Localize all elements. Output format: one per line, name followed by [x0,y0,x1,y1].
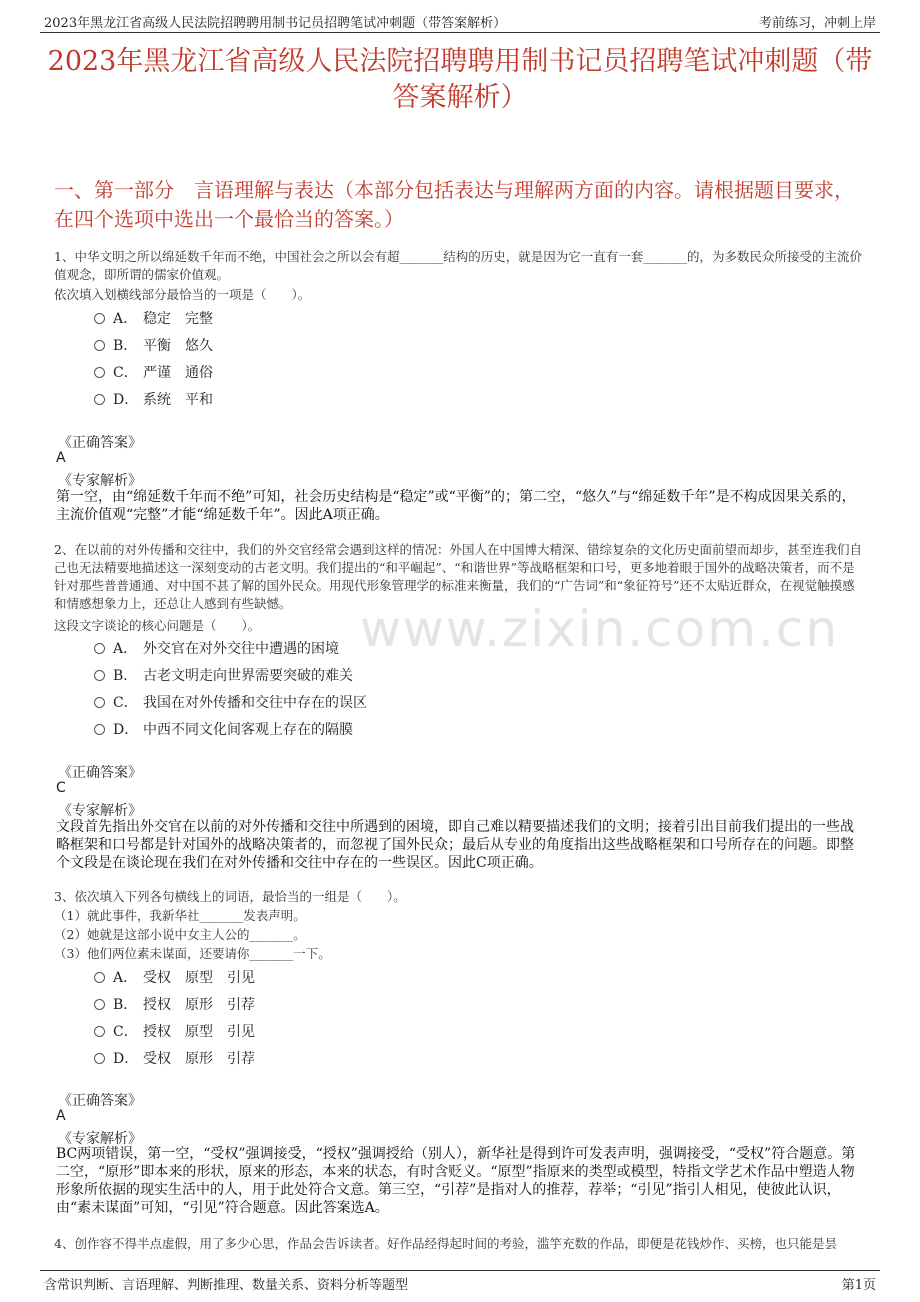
radio-icon[interactable] [94,697,105,708]
page-number: 第1页 [841,1278,876,1293]
question-3-option-b[interactable]: B． 授权 原形 引荐 [94,994,255,1014]
question-2-option-b[interactable]: B． 古老文明走向世界需要突破的难关 [94,665,353,685]
radio-icon[interactable] [94,394,105,405]
answer-label: 《正确答案》 [58,765,142,781]
radio-icon[interactable] [94,972,105,983]
radio-icon[interactable] [94,367,105,378]
question-1-option-b[interactable]: B． 平衡 悠久 [94,335,213,355]
page-title: 2023年黑龙江省高级人民法院招聘聘用制书记员招聘笔试冲刺题（带答案解析） [47,46,873,113]
question-1-answer: A [56,450,66,466]
question-3-option-c[interactable]: C． 授权 原型 引见 [94,1021,255,1041]
question-1-option-d[interactable]: D． 系统 平和 [94,389,213,409]
question-2-option-a[interactable]: A． 外交官在对外交往中遭遇的困境 [94,638,339,658]
question-4-stem: 4、创作容不得半点虚假，用了多少心思，作品会告诉读者。好作品经得起时间的考验，滥竽充数的作品，即便是花钱炒作、买榜，也只能是昙 [54,1236,837,1251]
question-1-analysis: 第一空，由“绵延数千年而不绝”可知，社会历史结构是“稳定”或“平衡”的；第二空，“悠久”与“绵延数千年”是不构成因果关系的，主流价值观“完整”才能“绵延数千年”。因此A项正确。 [56,489,856,523]
page-header [40,10,880,33]
question-1-prompt: 依次填入划横线部分最恰当的一项是（ ）。 [54,287,311,302]
question-3-analysis: BC两项错误，第一空，“受权”强调接受，“授权”强调授给（别人），新华社是得到许可发表声明，强调接受，“受权”符合题意。第二空，“原形”即本来的形状，原来的形态，本来的状态，有时含贬义。“原型”指原来的类型或模型，特指文学艺术作品中塑造人物形象所依据的现实生活中的人，用于此处符合文意。第三空，“引荐”是指对人的推荐，荐举；“引见”指引人相见，使彼此认识，由“素未谋面”可知，“引见”符合题意。因此答案选A。 [56,1146,856,1216]
question-2-stem: 2、在以前的对外传播和交往中，我们的外交官经常会遇到这样的情况：外国人在中国博大精深、错综复杂的文化历史面前望而却步，甚至连我们自己也无法精要地描述这一深刻变动的古老文明。我们提出的“和平崛起”、“和谐世界”等战略框架和口号，更多地着眼于国外的战略决策者，而不是针对那些普普通通、对中国不甚了解的国外民众。用现代形象管理学的标准来衡量，我们的“广告词”和“象征符号”还不太贴近群众，在视觉触摸感和情感想象力上，还总让人感到有些缺憾。 [54,542,862,611]
analysis-label: 《专家解析》 [58,473,142,489]
question-2-prompt: 这段文字谈论的核心问题是（ ）。 [54,618,261,633]
question-1-stem: 1、中华文明之所以绵延数千年而不绝，中国社会之所以会有超_______结构的历史，就是因为它一直有一套_______的，为多数民众所接受的主流价值观念，即所谓的儒家价值观。 [54,249,862,282]
answer-label: 《正确答案》 [58,435,142,451]
question-3-option-a[interactable]: A． 受权 原型 引见 [94,967,255,987]
question-2-answer: C [56,780,66,796]
question-3-sub-3: （3）他们两位素未谋面，还要请你_______一下。 [54,946,331,961]
watermark: www.zixin.com.cn [360,600,840,658]
radio-icon[interactable] [94,1053,105,1064]
section-heading: 一、第一部分 言语理解与表达（本部分包括表达与理解两方面的内容。请根据题目要求，在四个选项中选出一个最恰当的答案。） [54,178,854,231]
radio-icon[interactable] [94,340,105,351]
radio-icon[interactable] [94,999,105,1010]
header-slogan: 考前练习，冲刺上岸 [758,16,876,31]
radio-icon[interactable] [94,643,105,654]
radio-icon[interactable] [94,670,105,681]
question-3-answer: A [56,1108,66,1124]
analysis-label: 《专家解析》 [58,803,142,819]
question-3-sub-1: （1）就此事件，我新华社_______发表声明。 [54,908,306,923]
radio-icon[interactable] [94,313,105,324]
header-doc-title: 2023年黑龙江省高级人民法院招聘聘用制书记员招聘笔试冲刺题（带答案解析） [44,16,507,31]
question-2-option-d[interactable]: D． 中西不同文化间客观上存在的隔膜 [94,719,353,739]
question-3-stem: 3、依次填入下列各句横线上的词语，最恰当的一组是（ ）。 [54,889,406,904]
radio-icon[interactable] [94,724,105,735]
question-3-sub-2: （2）她就是这部小说中女主人公的_______。 [54,927,306,942]
question-2-option-c[interactable]: C． 我国在对外传播和交往中存在的误区 [94,692,367,712]
footer-question-types: 含常识判断、言语理解、判断推理、数量关系、资料分析等题型 [44,1278,409,1293]
question-1-option-a[interactable]: A． 稳定 完整 [94,308,213,328]
question-1-option-c[interactable]: C． 严谨 通俗 [94,362,213,382]
question-2-analysis: 文段首先指出外交官在以前的对外传播和交往中所遇到的困境，即自己难以精要描述我们的文明；接着引出目前我们提出的一些战略框架和口号都是针对国外的战略决策者的，而忽视了国外民众；最后从专业的角度指出这些战略框架和口号所存在的问题。即整个文段是在谈论现在我们在对外传播和交往中存在的一些误区。因此C项正确。 [56,819,854,871]
analysis-label: 《专家解析》 [58,1131,142,1147]
question-3-option-d[interactable]: D． 受权 原形 引荐 [94,1048,255,1068]
page-footer [40,1270,880,1293]
radio-icon[interactable] [94,1026,105,1037]
answer-label: 《正确答案》 [58,1093,142,1109]
